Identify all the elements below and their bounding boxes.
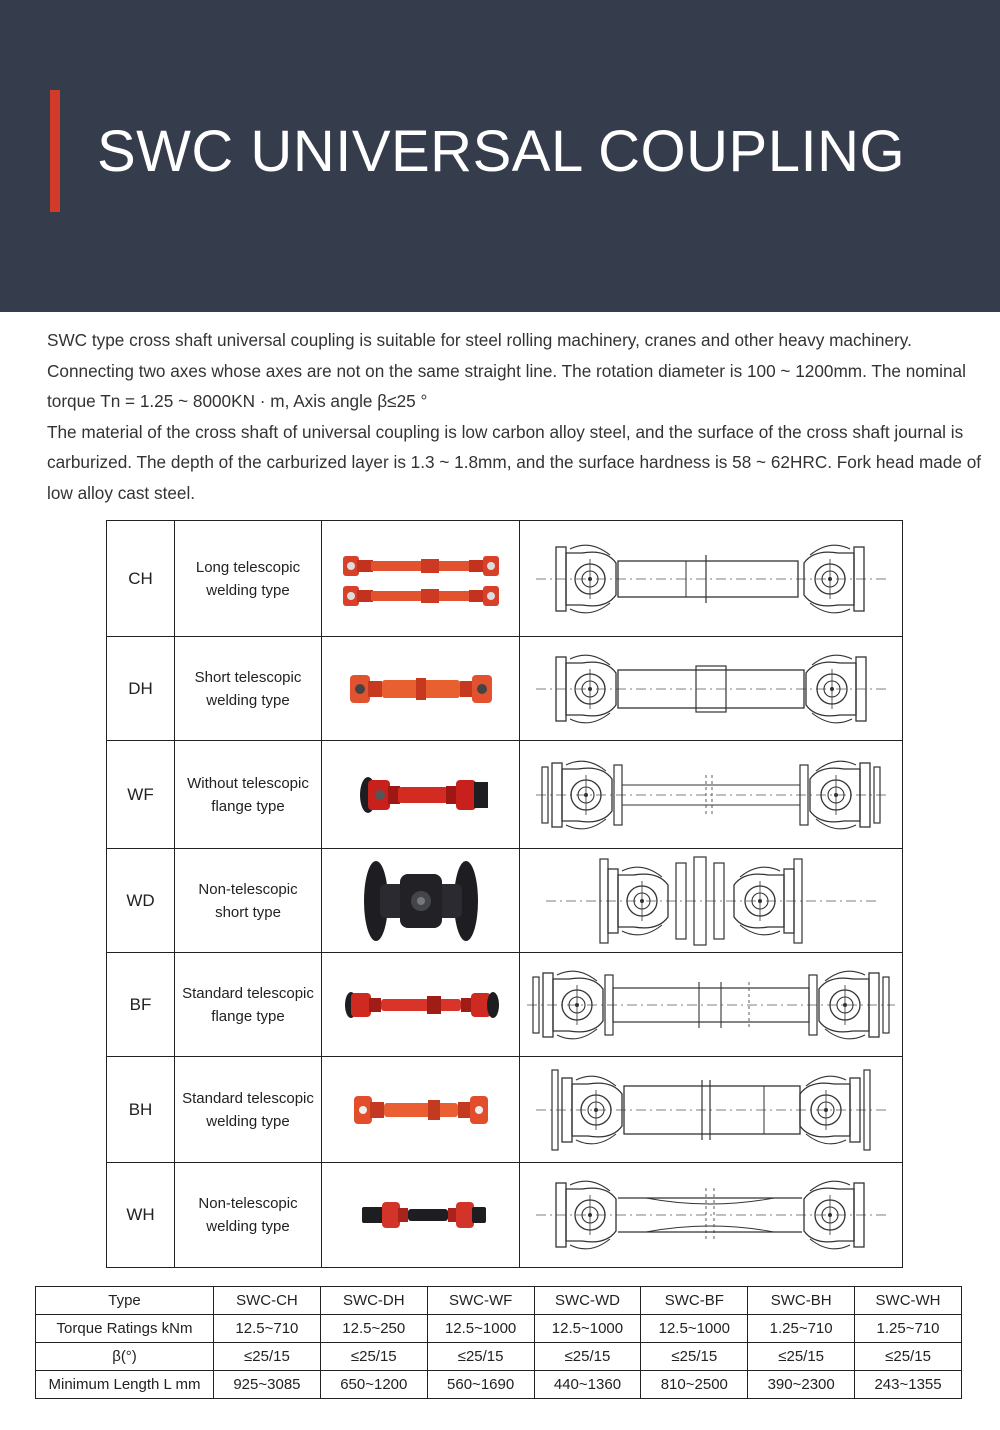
type-description-line2: welding type — [206, 1218, 290, 1235]
spec-cell: ≤25/15 — [855, 1343, 962, 1371]
spec-header-cell: SWC-DH — [320, 1287, 427, 1315]
type-description-line1: Non-telescopic — [198, 1195, 298, 1212]
type-photo-cell — [322, 849, 520, 953]
spec-cell: ≤25/15 — [534, 1343, 641, 1371]
standard-welding-shaft-image — [336, 1080, 506, 1140]
type-row — [107, 521, 903, 637]
wh-technical-drawing — [526, 1170, 896, 1260]
spec-cell: 12.5~1000 — [641, 1315, 748, 1343]
intro-paragraph-1: SWC type cross shaft universal coupling is suitable for steel rolling machinery, cranes and other heavy machinery. Connecting two axes whose axes are not on the same straight line. The rotation diameter is 100 ~ 1200mm. The nominal torque Tn = 1.25 ~ 8000KN · m, Axis angle β≤25 ° — [47, 330, 966, 411]
spec-cell: 390~2300 — [748, 1371, 855, 1399]
spec-cell: 925~3085 — [214, 1371, 321, 1399]
type-photo-cell — [322, 521, 520, 637]
spec-cell: 810~2500 — [641, 1371, 748, 1399]
type-description-line1: Short telescopic — [194, 668, 302, 686]
type-code: WH — [107, 1163, 175, 1268]
shaft-lower — [343, 586, 499, 606]
spec-cell: 12.5~1000 — [427, 1315, 534, 1343]
type-description-line1: Standard telescopic — [182, 1089, 314, 1107]
short-black-coupling-image — [356, 856, 486, 946]
spec-header-cell: Type — [36, 1287, 214, 1315]
type-description-line1: Non-telescopic — [198, 880, 298, 898]
accent-bar — [50, 90, 60, 212]
spec-cell: 440~1360 — [534, 1371, 641, 1399]
spec-row-angle — [36, 1343, 962, 1371]
spec-header-cell: SWC-BH — [748, 1287, 855, 1315]
type-code: WF — [107, 741, 175, 849]
type-code: DH — [107, 637, 175, 741]
spec-header-cell: SWC-WD — [534, 1287, 641, 1315]
type-row — [107, 1057, 903, 1163]
page-title: SWC UNIVERSAL COUPLING — [97, 119, 906, 184]
spec-header-cell: SWC-BF — [641, 1287, 748, 1315]
type-drawing-cell — [520, 849, 903, 953]
coupling-types-table — [106, 520, 903, 1268]
wf-technical-drawing — [526, 750, 896, 840]
long-telescopic-shaft-pair-image — [331, 534, 511, 624]
dh-technical-drawing — [526, 644, 896, 734]
type-description — [175, 953, 322, 1057]
type-description — [175, 1057, 322, 1163]
type-description-line2: flange type — [211, 1007, 285, 1025]
flange-shaft-image — [336, 760, 506, 830]
type-photo-cell — [322, 637, 520, 741]
type-row — [107, 953, 903, 1057]
type-drawing-cell — [520, 637, 903, 741]
type-photo-cell — [322, 953, 520, 1057]
spec-cell: Minimum Length L mm — [36, 1371, 214, 1399]
spec-row-torque — [36, 1315, 962, 1343]
type-code: BH — [107, 1057, 175, 1163]
type-description-line2: short type — [215, 903, 281, 921]
type-description-line1: Long telescopic — [195, 558, 301, 576]
type-description — [175, 637, 322, 741]
type-photo-cell — [322, 1057, 520, 1163]
specification-table — [35, 1286, 962, 1399]
type-photo-cell — [322, 741, 520, 849]
type-row — [107, 741, 903, 849]
spec-cell: β(°) — [36, 1343, 214, 1371]
spec-header-cell: SWC-WF — [427, 1287, 534, 1315]
spec-header-cell: SWC-WH — [855, 1287, 962, 1315]
type-row — [107, 1163, 903, 1268]
spec-cell: 1.25~710 — [748, 1315, 855, 1343]
type-description — [175, 1163, 322, 1268]
spec-cell: ≤25/15 — [641, 1343, 748, 1371]
ch-technical-drawing — [526, 531, 896, 627]
bh-technical-drawing — [526, 1062, 896, 1158]
spec-cell: ≤25/15 — [748, 1343, 855, 1371]
spec-cell: 560~1690 — [427, 1371, 534, 1399]
spec-header-cell: SWC-CH — [214, 1287, 321, 1315]
type-description — [175, 849, 322, 953]
type-row — [107, 849, 903, 953]
type-description-line2: welding type — [206, 1112, 290, 1130]
type-description-line2: welding type — [206, 691, 290, 709]
spec-cell: 243~1355 — [855, 1371, 962, 1399]
type-description-line1: Without telescopic — [187, 774, 309, 792]
spec-row-length — [36, 1371, 962, 1399]
type-drawing-cell — [520, 953, 903, 1057]
wd-technical-drawing — [526, 853, 896, 949]
standard-flange-shaft-image — [331, 975, 511, 1035]
type-description-line2: welding type — [206, 581, 290, 599]
type-description-line2: flange type — [211, 797, 285, 815]
intro-paragraph-2: The material of the cross shaft of universal coupling is low carbon alloy steel, and the surface of the cross shaft journal is carburized. The depth of the carburized layer is 1.3 ~ 1.8mm, and the surface hardness is 58 ~ 62HRC. Fork head made of low alloy cast steel. — [47, 421, 982, 503]
spec-cell: ≤25/15 — [214, 1343, 321, 1371]
type-description-line1: Standard telescopic — [182, 984, 314, 1002]
header-banner — [0, 0, 1000, 312]
non-telescopic-welding-shaft-image — [336, 1185, 506, 1245]
spec-header-row — [36, 1287, 962, 1315]
type-code: CH — [107, 521, 175, 637]
spec-cell: 12.5~1000 — [534, 1315, 641, 1343]
type-photo-cell — [322, 1163, 520, 1268]
type-code: BF — [107, 953, 175, 1057]
spec-cell: 650~1200 — [320, 1371, 427, 1399]
spec-cell: ≤25/15 — [427, 1343, 534, 1371]
type-description — [175, 741, 322, 849]
spec-cell: ≤25/15 — [320, 1343, 427, 1371]
intro-text — [47, 325, 992, 508]
type-drawing-cell — [520, 741, 903, 849]
type-description — [175, 521, 322, 637]
shaft-upper — [343, 556, 499, 576]
type-drawing-cell — [520, 1163, 903, 1268]
spec-cell: 12.5~710 — [214, 1315, 321, 1343]
spec-cell: 12.5~250 — [320, 1315, 427, 1343]
type-code: WD — [107, 849, 175, 953]
spec-cell: Torque Ratings kNm — [36, 1315, 214, 1343]
type-drawing-cell — [520, 1057, 903, 1163]
short-telescopic-shaft-image — [336, 659, 506, 719]
type-row — [107, 637, 903, 741]
type-drawing-cell — [520, 521, 903, 637]
bf-technical-drawing — [523, 960, 899, 1050]
spec-cell: 1.25~710 — [855, 1315, 962, 1343]
